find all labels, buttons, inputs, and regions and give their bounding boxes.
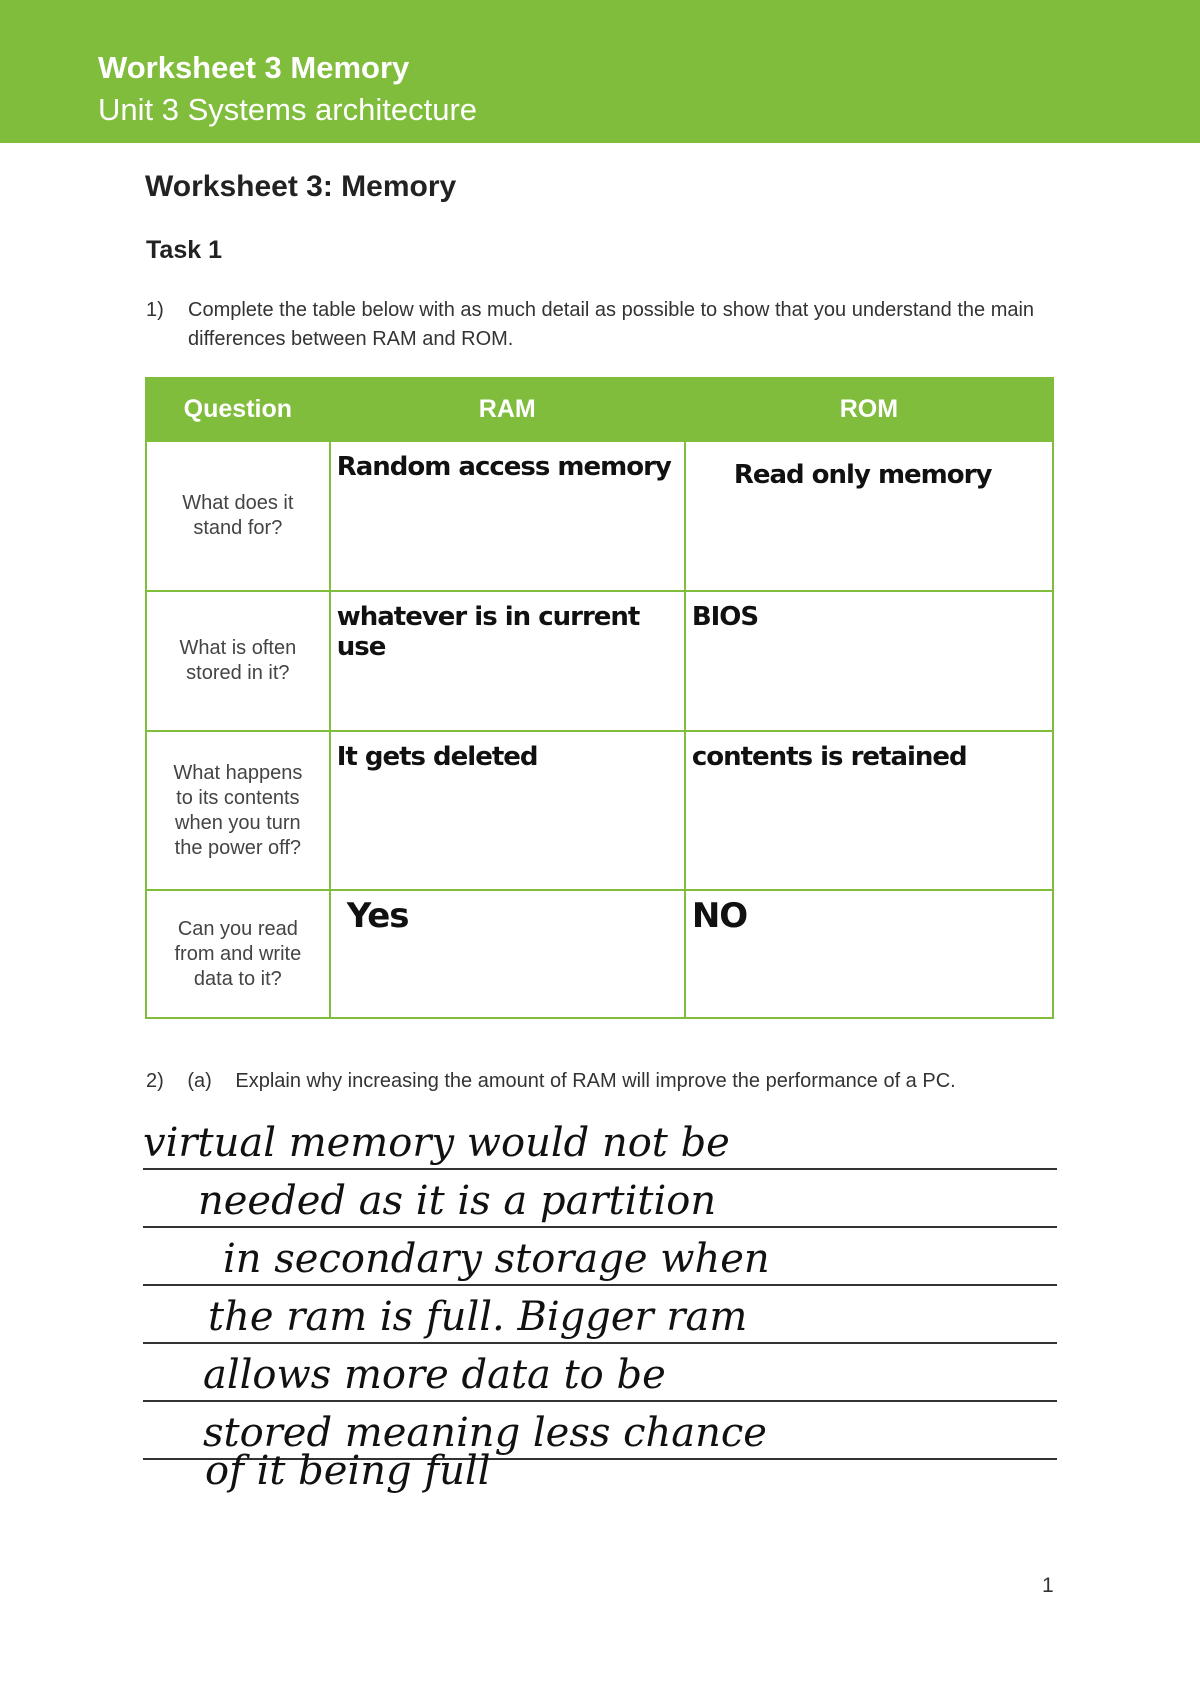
question-2-number: 2) bbox=[146, 1070, 164, 1092]
header-title: Worksheet 3 Memory bbox=[98, 50, 410, 85]
table-row bbox=[146, 441, 1053, 591]
question-1-text: Complete the table below with as much detail as possible to show that you understand the main differences between RAM and ROM. bbox=[188, 299, 1035, 350]
answer-line bbox=[143, 1286, 1057, 1344]
rom-answer: contents is retained bbox=[691, 742, 967, 772]
question-1-number: 1) bbox=[146, 299, 164, 321]
page-title: Worksheet 3: Memory bbox=[145, 170, 457, 203]
ram-answer-cell[interactable] bbox=[330, 441, 685, 591]
column-header-question: Question bbox=[146, 378, 330, 441]
rom-answer-cell[interactable] bbox=[685, 890, 1053, 1018]
answer-line bbox=[143, 1112, 1057, 1170]
ram-answer-cell[interactable] bbox=[330, 890, 685, 1018]
rom-answer: NO bbox=[691, 896, 748, 936]
ram-answer-cell[interactable] bbox=[330, 731, 685, 890]
question-2 bbox=[146, 1070, 974, 1093]
column-header-rom: ROM bbox=[685, 378, 1053, 441]
rom-answer-cell[interactable] bbox=[685, 441, 1053, 591]
answer-text: stored meaning less chance bbox=[203, 1410, 767, 1456]
ram-answer-cell[interactable] bbox=[330, 591, 685, 731]
task-heading: Task 1 bbox=[146, 236, 222, 264]
answer-text: allows more data to be bbox=[203, 1352, 666, 1398]
row-question: What does it stand for? bbox=[146, 441, 330, 591]
answer-line bbox=[143, 1228, 1057, 1286]
answer-line bbox=[143, 1170, 1057, 1228]
table-header-row bbox=[146, 378, 1053, 441]
question-2-text: Explain why increasing the amount of RAM will improve the performance of a PC. bbox=[235, 1070, 956, 1092]
header-subtitle: Unit 3 Systems architecture bbox=[98, 92, 478, 127]
question-2-part: (a) bbox=[187, 1070, 212, 1092]
row-question: What is often stored in it? bbox=[146, 591, 330, 731]
ram-answer: Yes bbox=[346, 896, 409, 936]
rom-answer: BIOS bbox=[691, 602, 759, 632]
answer-area[interactable] bbox=[143, 1112, 1057, 1460]
column-header-ram: RAM bbox=[330, 378, 685, 441]
row-question: Can you read from and write data to it? bbox=[146, 890, 330, 1018]
rom-answer: Read only memory bbox=[733, 460, 992, 490]
answer-text-last: of it being full bbox=[205, 1448, 491, 1494]
ram-rom-table bbox=[145, 377, 1054, 1019]
ram-answer: Random access memory bbox=[336, 452, 671, 482]
rom-answer-cell[interactable] bbox=[685, 591, 1053, 731]
table-row bbox=[146, 591, 1053, 731]
table-row bbox=[146, 731, 1053, 890]
rom-answer-cell[interactable] bbox=[685, 731, 1053, 890]
answer-text: needed as it is a partition bbox=[198, 1178, 717, 1224]
answer-text: virtual memory would not be bbox=[143, 1120, 730, 1166]
answer-text: the ram is full. Bigger ram bbox=[208, 1294, 748, 1340]
header-banner bbox=[0, 0, 1200, 143]
row-question: What happens to its contents when you turn the power off? bbox=[146, 731, 330, 890]
ram-answer: whatever is in current use bbox=[336, 602, 640, 662]
answer-line bbox=[143, 1344, 1057, 1402]
page-number: 1 bbox=[1042, 1574, 1054, 1597]
ram-answer: It gets deleted bbox=[336, 742, 538, 772]
answer-text: in secondary storage when bbox=[223, 1236, 770, 1282]
table-row bbox=[146, 890, 1053, 1018]
